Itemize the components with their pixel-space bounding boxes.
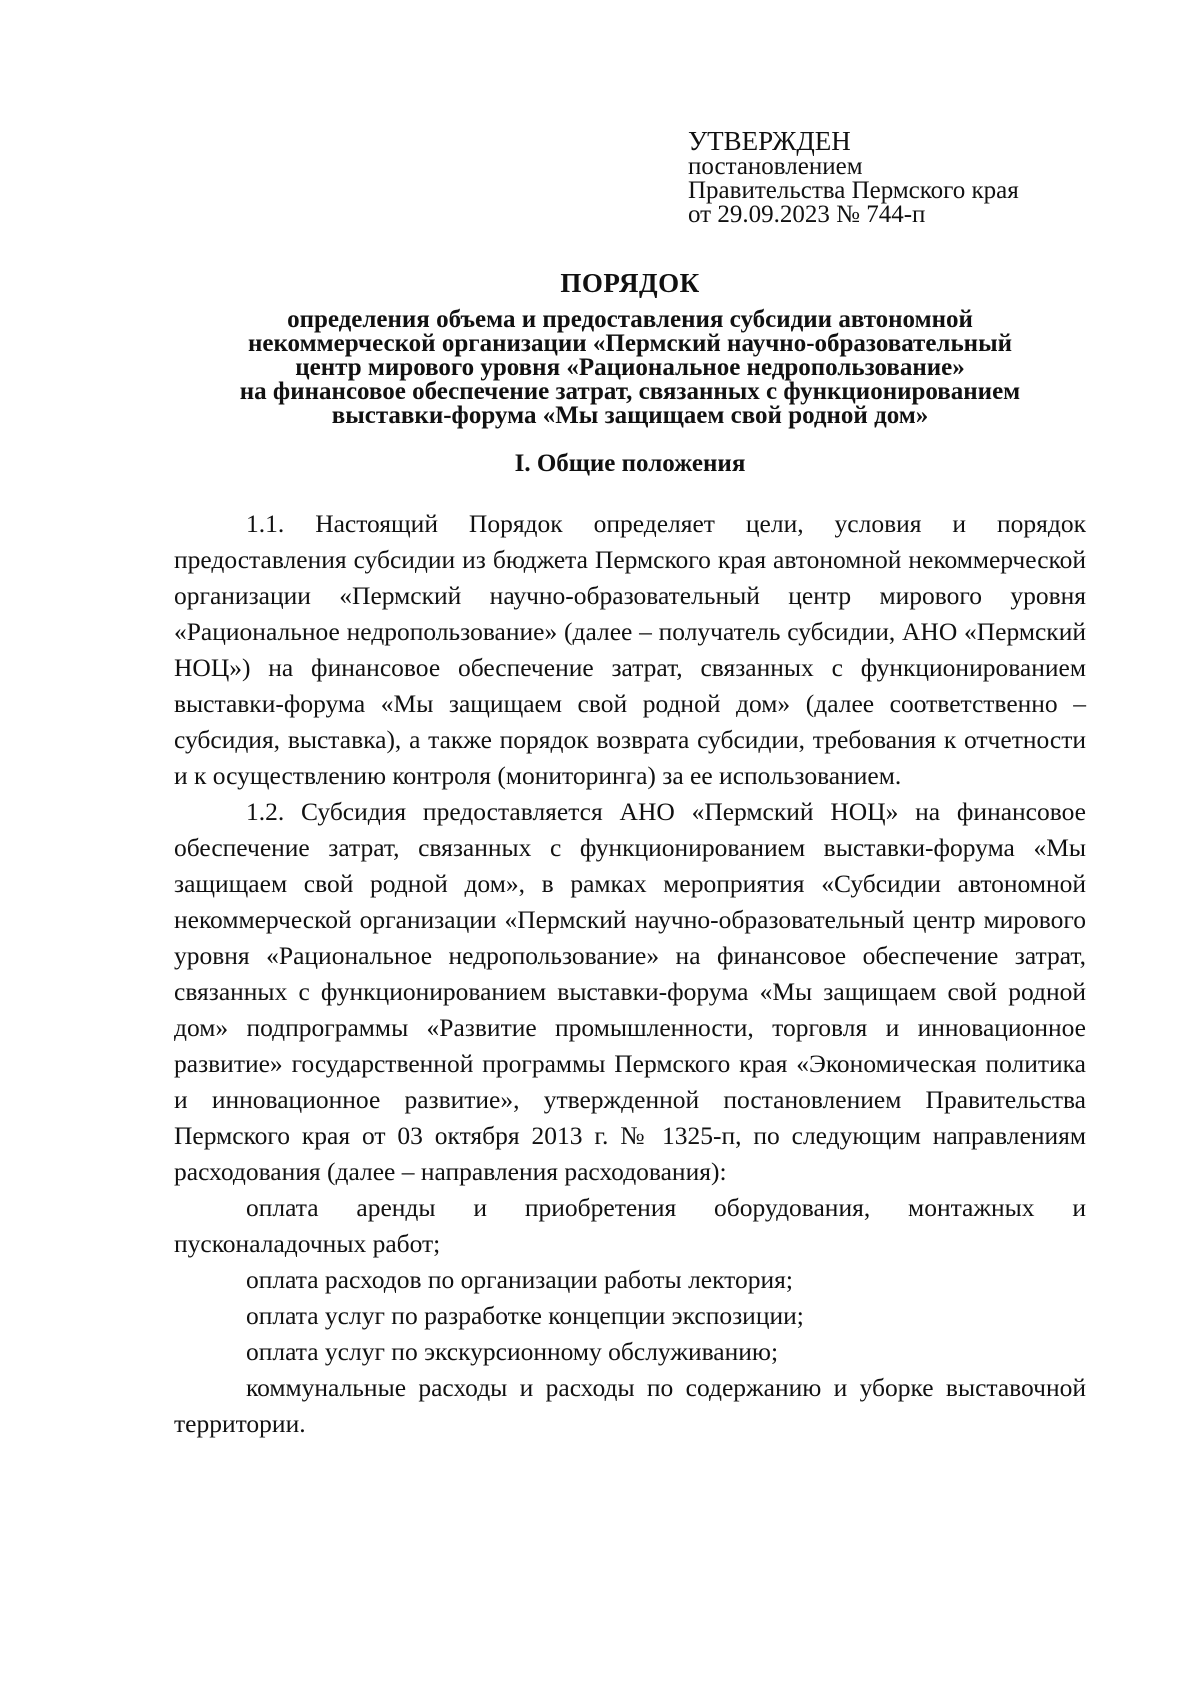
list-item: оплата услуг по разработке концепции экспозиции; xyxy=(246,1301,804,1330)
document-subtitle xyxy=(160,308,1100,428)
approval-stamp xyxy=(688,128,1088,227)
subtitle-line: определения объема и предоставления субсидии автономной xyxy=(287,306,973,333)
subtitle-line: на финансовое обеспечение затрат, связанных с функционированием xyxy=(239,378,1021,405)
approval-heading: УТВЕРЖДЕН xyxy=(688,126,851,156)
document-title: ПОРЯДОК xyxy=(560,268,700,298)
approval-line: от 29.09.2023 № 744-п xyxy=(688,201,926,228)
list-item: оплата услуг по экскурсионному обслуживанию; xyxy=(246,1337,779,1366)
subtitle-line: центр мирового уровня «Рациональное недропользование» xyxy=(295,354,965,381)
paragraph: 1.2. Субсидия предоставляется АНО «Пермский НОЦ» на финансовое обеспечение затрат, связанных с функционированием выставки-форума «Мы защищаем свой родной дом», в рамках мероприятия «Субсидии автономной некоммерческой организации «Пермский научно-образовательный центр мирового уровня «Рациональное недропользование» на финансовое обеспечение затрат, связанных с функционированием выставки-форума «Мы защищаем свой родной дом» подпрограммы «Развитие промышленности, торговля и инновационное развитие» государственной программы Пермского края «Экономическая политика и инновационное развитие», утвержденной постановлением Правительства Пермского края от 03 октября 2013 г. № 1325-п, по следующим направлениям расходования (далее – направления расходования): xyxy=(174,797,1086,1186)
list-item: оплата расходов по организации работы лектория; xyxy=(246,1265,793,1294)
approval-line: Правительства Пермского края xyxy=(688,177,1019,204)
paragraph: 1.1. Настоящий Порядок определяет цели, условия и порядок предоставления субсидии из бюджета Пермского края автономной некоммерческой организации «Пермский научно-образовательный центр мирового уровня «Рациональное недропользование» (далее – получатель субсидии, АНО «Пермский НОЦ») на финансовое обеспечение затрат, связанных с функционированием выставки-форума «Мы защищаем свой родной дом» (далее соответственно – субсидия, выставка), а также порядок возврата субсидии, требования к отчетности и к осуществлению контроля (мониторинга) за ее использованием. xyxy=(174,509,1086,790)
subtitle-line: выставки-форума «Мы защищаем свой родной дом» xyxy=(331,402,929,429)
document-body xyxy=(174,506,1086,1442)
list-item: коммунальные расходы и расходы по содержанию и уборке выставочной территории. xyxy=(174,1373,1086,1438)
approval-line: постановлением xyxy=(688,153,863,180)
list-item: оплата аренды и приобретения оборудования, монтажных и пусконаладочных работ; xyxy=(174,1193,1086,1258)
section-heading: I. Общие положения xyxy=(514,450,746,477)
subtitle-line: некоммерческой организации «Пермский научно-образовательный xyxy=(247,330,1013,357)
